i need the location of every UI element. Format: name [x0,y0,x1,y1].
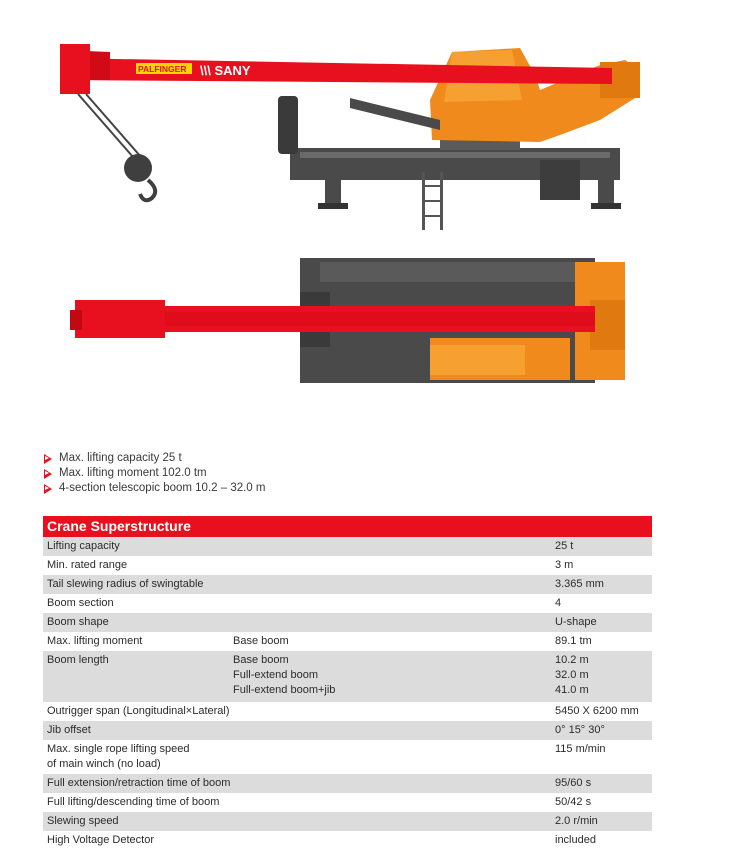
row-value-line: 25 t [555,540,574,552]
row-value-line: 3.365 mm [555,578,604,590]
triangle-bullet-icon [44,484,53,494]
row-label-line: Slewing speed [47,815,119,827]
table-row [43,632,652,651]
row-value-line: 41.0 m [555,684,589,696]
highlights-list [44,451,265,496]
sany-logo: \\\ SANY [200,63,251,78]
row-label [43,558,233,573]
row-value [555,704,652,719]
row-label-line: Boom length [47,654,109,666]
row-value-line: 10.2 m [555,654,589,666]
row-label [43,577,233,592]
row-value [555,814,652,829]
row-label [43,704,233,719]
row-value [555,539,652,554]
row-sublabel-line: Full-extend boom+jib [233,684,336,696]
row-value-line: 0° 15° 30° [555,724,605,736]
row-label [43,833,233,848]
row-label-line: Tail slewing radius of swingtable [47,578,204,590]
crane-side-view [60,44,640,230]
highlight-text: Max. lifting capacity 25 t [59,452,182,464]
row-value-line: 5450 X 6200 mm [555,705,639,717]
highlight-text: 4-section telescopic boom 10.2 – 32.0 m [59,482,266,494]
table-row [43,556,652,575]
table-row [43,594,652,613]
table-row [43,721,652,740]
row-value-line: 115 m/min [555,743,606,755]
row-sublabel [233,742,555,772]
row-value [555,653,652,700]
row-value [555,795,652,810]
row-value-line: 89.1 tm [555,635,592,647]
palfinger-logo: PALFINGER [138,64,187,74]
row-label [43,596,233,611]
row-sublabel-line: Base boom [233,635,289,647]
table-row [43,831,652,850]
row-value [555,776,652,791]
row-label-line: of main winch (no load) [47,758,161,770]
row-label-line: Outrigger span (Longitudinal×Lateral) [47,705,230,717]
row-label-line: High Voltage Detector [47,834,155,846]
row-label [43,653,233,700]
row-label-line: Boom shape [47,616,109,628]
row-value-line: 4 [555,597,562,609]
row-value-line: included [555,834,596,846]
row-label [43,723,233,738]
row-sublabel [233,653,555,700]
row-value [555,742,652,772]
row-value-line: 32.0 m [555,669,589,681]
row-label-line: Full extension/retraction time of boom [47,777,231,789]
row-label-line: Jib offset [47,724,91,736]
table-row [43,613,652,632]
triangle-bullet-icon [44,469,53,479]
row-sublabel-line: Full-extend boom [233,669,318,681]
row-label-line: Min. rated range [47,559,128,571]
table-row [43,774,652,793]
row-label [43,539,233,554]
row-value-line: 3 m [555,559,574,571]
highlight-text: Max. lifting moment 102.0 tm [59,467,207,479]
row-label-line: Lifting capacity [47,540,120,552]
table-row [43,651,652,702]
table-row [43,537,652,556]
table-row [43,812,652,831]
row-label [43,634,233,649]
row-label-line: Boom section [47,597,114,609]
row-value [555,723,652,738]
row-value-line: U-shape [555,616,597,628]
row-value [555,833,652,848]
row-label [43,814,233,829]
row-value [555,577,652,592]
row-value [555,634,652,649]
row-label [43,742,233,772]
row-sublabel-line: Base boom [233,654,289,666]
row-value [555,596,652,611]
row-value [555,558,652,573]
table-row [43,740,652,774]
row-value [555,615,652,630]
row-value-line: 95/60 s [555,777,592,789]
highlight-item [44,451,265,466]
table-row [43,575,652,594]
row-label-line: Max. lifting moment [47,635,143,647]
triangle-bullet-icon [44,454,53,464]
table-title: Crane Superstructure [43,516,652,537]
table-row [43,793,652,812]
row-label [43,615,233,630]
row-value-line: 50/42 s [555,796,592,808]
table-row [43,702,652,721]
highlight-item [44,481,265,496]
highlight-item [44,466,265,481]
spec-table [43,516,652,850]
row-sublabel [233,634,555,649]
row-label-line: Max. single rope lifting speed [47,743,190,755]
row-label-line: Full lifting/descending time of boom [47,796,220,808]
table-body [43,537,652,850]
row-label [43,776,233,791]
row-label [43,795,233,810]
crane-top-view [70,258,625,383]
row-value-line: 2.0 r/min [555,815,598,827]
